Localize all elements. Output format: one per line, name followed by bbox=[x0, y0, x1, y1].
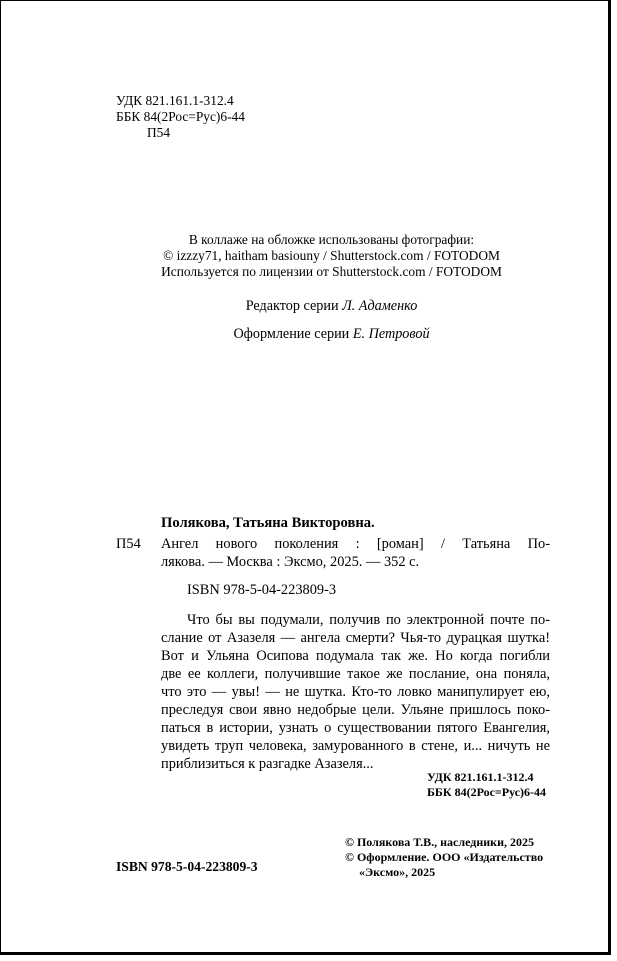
annotation-text bbox=[161, 611, 550, 773]
catalog-entry-line-2: лякова. — Москва : Эксмо, 2025. — 352 с. bbox=[161, 554, 420, 570]
footer-bbk-code: ББК 84(2Рос=Рус)6-44 bbox=[427, 785, 547, 799]
bbk-code: ББК 84(2Рос=Рус)6-44 bbox=[116, 109, 245, 124]
footer-isbn: ISBN 978-5-04-223809-3 bbox=[116, 859, 258, 874]
catalog-entry bbox=[161, 535, 550, 571]
copyright-line-2: © Оформление. ООО «Издательство bbox=[345, 850, 544, 864]
author-mark: П54 bbox=[147, 125, 171, 140]
udk-code: УДК 821.161.1-312.4 bbox=[116, 93, 234, 108]
series-design bbox=[100, 325, 563, 343]
catalog-mark: П54 bbox=[116, 536, 141, 552]
annotation-line: приблизиться к разгадке Азазеля... bbox=[161, 756, 374, 772]
catalog-isbn: ISBN 978-5-04-223809-3 bbox=[187, 582, 337, 598]
copyright-line-3: «Эксмо», 2025 bbox=[359, 865, 436, 879]
series-design-name: Е. Петровой bbox=[352, 326, 430, 342]
copyright-line-1: © Полякова Т.В., наследники, 2025 bbox=[345, 835, 534, 849]
photo-credit-line-2: © izzzy71, haitham basiouny / Shutterstock.com / FOTODOM bbox=[163, 248, 500, 263]
footer-udk-code: УДК 821.161.1-312.4 bbox=[427, 770, 534, 784]
annotation-line: что это — увы! — не шутка. Кто-то ловко манипулирует ею, bbox=[161, 684, 550, 700]
annotation-line: Что бы вы подумали, получив по электронной почте по- bbox=[187, 612, 550, 628]
photo-credit-line-1: В коллаже на обложке использованы фотографии: bbox=[188, 232, 475, 247]
annotation-line: преследуя свои явно недобрые цели. Ульяне пришлось поко- bbox=[161, 702, 550, 718]
annotation-line: слание от Азазеля — ангела смерти? Чья-то дурацкая шутка! bbox=[161, 630, 550, 646]
series-editor-label: Редактор серии bbox=[245, 298, 339, 314]
annotation-line: Вот и Ульяна Осипова подумала так же. Но когда погибли bbox=[161, 648, 550, 664]
photo-credit-line-3: Используется по лицензии от Shutterstock.com / FOTODOM bbox=[161, 264, 502, 279]
catalog-entry-line-1: Ангел нового поколения : [роман] / Татьяна По- bbox=[161, 536, 550, 552]
catalog-author-heading: Полякова, Татьяна Викторовна. bbox=[161, 515, 375, 531]
series-editor-name: Л. Адаменко bbox=[342, 298, 418, 314]
annotation-line: увидеть труп человека, замурованного в стене, и... ничуть не bbox=[161, 738, 550, 754]
annotation-line: паться в истории, узнать о существовании пятого Евангелия, bbox=[161, 720, 550, 736]
series-editor bbox=[100, 297, 563, 315]
series-design-label: Оформление серии bbox=[233, 326, 350, 342]
annotation-line: две ее коллеги, получившие такое же послание, она поняла, bbox=[161, 666, 550, 682]
